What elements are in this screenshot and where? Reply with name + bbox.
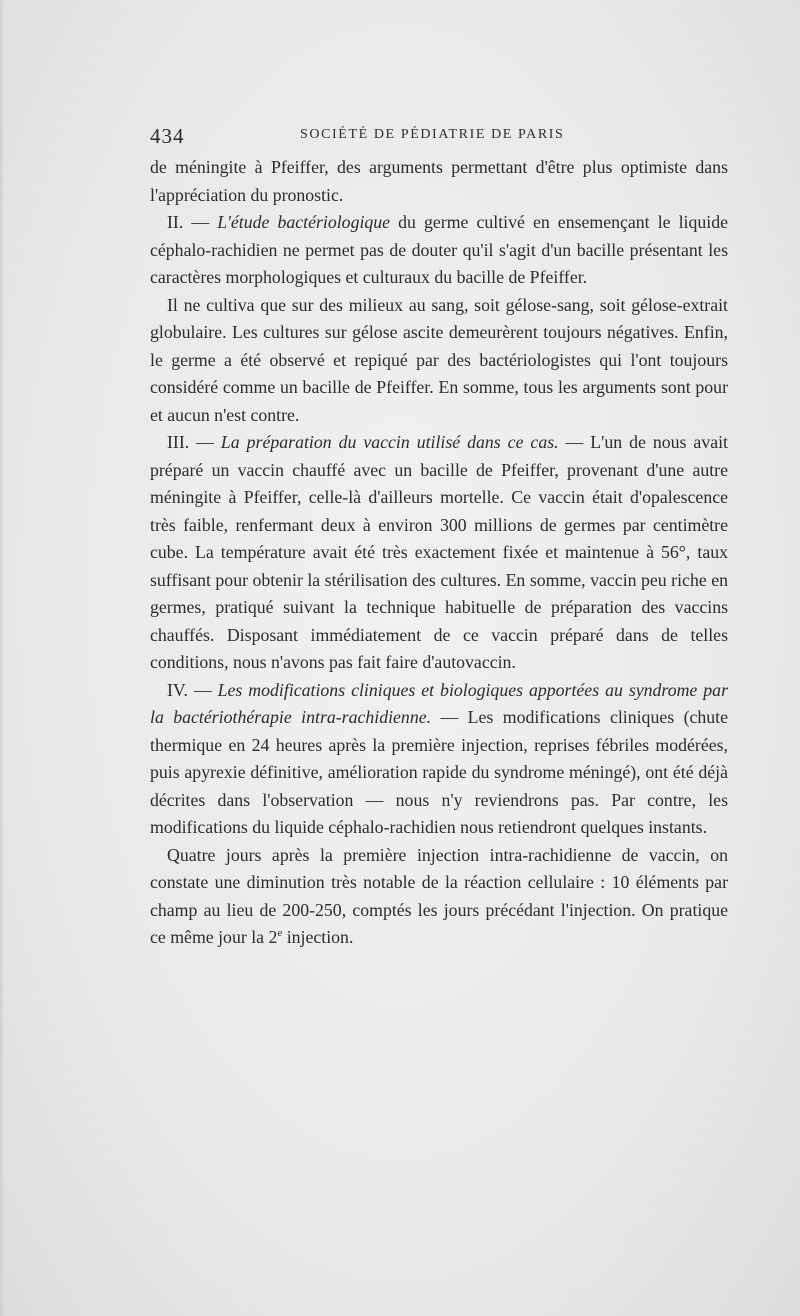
running-title: SOCIÉTÉ DE PÉDIATRIE DE PARIS [300, 127, 565, 142]
body-text [150, 154, 728, 952]
page-edge-shadow [0, 0, 4, 1316]
paragraph-text: Quatre jours après la première injection intra-rachidienne de vaccin, on constate une diminution très notable de la réaction cellulaire : 10 éléments par champ au lieu de 200-250, comptés les jours précédant l'injection. On pratique ce même jour la [150, 844, 728, 947]
section-heading: L'étude bactériologique [217, 212, 391, 232]
paragraph-second-injection [150, 842, 728, 952]
ordinal-suffix: e [277, 927, 283, 940]
page-header [150, 124, 730, 148]
paragraph-text: de méningite à Pfeiffer, des arguments permettant d'être plus optimiste dans l'appréciation du pronostic. [150, 157, 728, 205]
section-number: III. — [167, 432, 221, 452]
paragraph-text: — L'un de nous avait préparé un vaccin chauffé avec un bacille de Pfeiffer, provenant d'une autre méningite à Pfeiffer, celle-là d'ailleurs mortelle. Ce vaccin était d'opalescence très faible, renfermant deux à environ 300 millions de germes par centimètre cube. La température avait été très exactement fixée et maintenue à 56°, taux suffisant pour obtenir la stérilisation des cultures. En somme, vaccin peu riche en germes, pratiqué suivant la technique habituelle de préparation des vaccins chauffés. Disposant immédiatement de ce vaccin préparé dans de telles conditions, nous n'avons pas fait faire d'autovaccin. [150, 432, 728, 672]
paragraph-cultures [150, 292, 728, 430]
section-heading: Les modifications cliniques et biologiques apportées au syndrome par la bactériothérapie intra-rachidienne. [150, 679, 728, 727]
paragraph-bacteriology [150, 209, 728, 292]
paragraph-modifications [150, 677, 728, 842]
paragraph-text: Il ne cultiva que sur des milieux au sang, soit gélose-sang, soit gélose-extrait globulaire. Les cultures sur gélose ascite demeurèrent toujours négatives. Enfin, le germe a été observé et repiqué par des bactériologistes qui l'ont toujours considéré comme un bacille de Pfeiffer. En somme, tous les arguments sont pour et aucun n'est contre. [150, 294, 728, 425]
paragraph-text: — Les modifications cliniques (chute thermique en 24 heures après la première injection, reprises fébriles modérées, puis apyrexie définitive, amélioration rapide du syndrome méningé), ont été déjà décrites dans l'observation — nous n'y reviendrons pas. Par contre, les modifications du liquide céphalo-rachidien nous retiendront quelques instants. [150, 707, 728, 837]
ordinal-number: 2 [268, 927, 278, 947]
paragraph-vaccine-preparation [150, 429, 728, 677]
section-number: II. — [167, 212, 218, 232]
paragraph-text: du germe cultivé en ensemençant le liquide céphalo-rachidien ne permet pas de douter qu'il s'agit d'un bacille présentant les caractères morphologiques et culturaux du bacille de Pfeiffer. [150, 212, 728, 287]
section-heading: La préparation du vaccin utilisé dans ce cas. [220, 432, 559, 452]
paragraph-text-end: injection. [282, 927, 354, 947]
paragraph-intro [150, 154, 728, 209]
section-number: IV. — [167, 679, 218, 700]
page-number: 434 [150, 124, 185, 148]
